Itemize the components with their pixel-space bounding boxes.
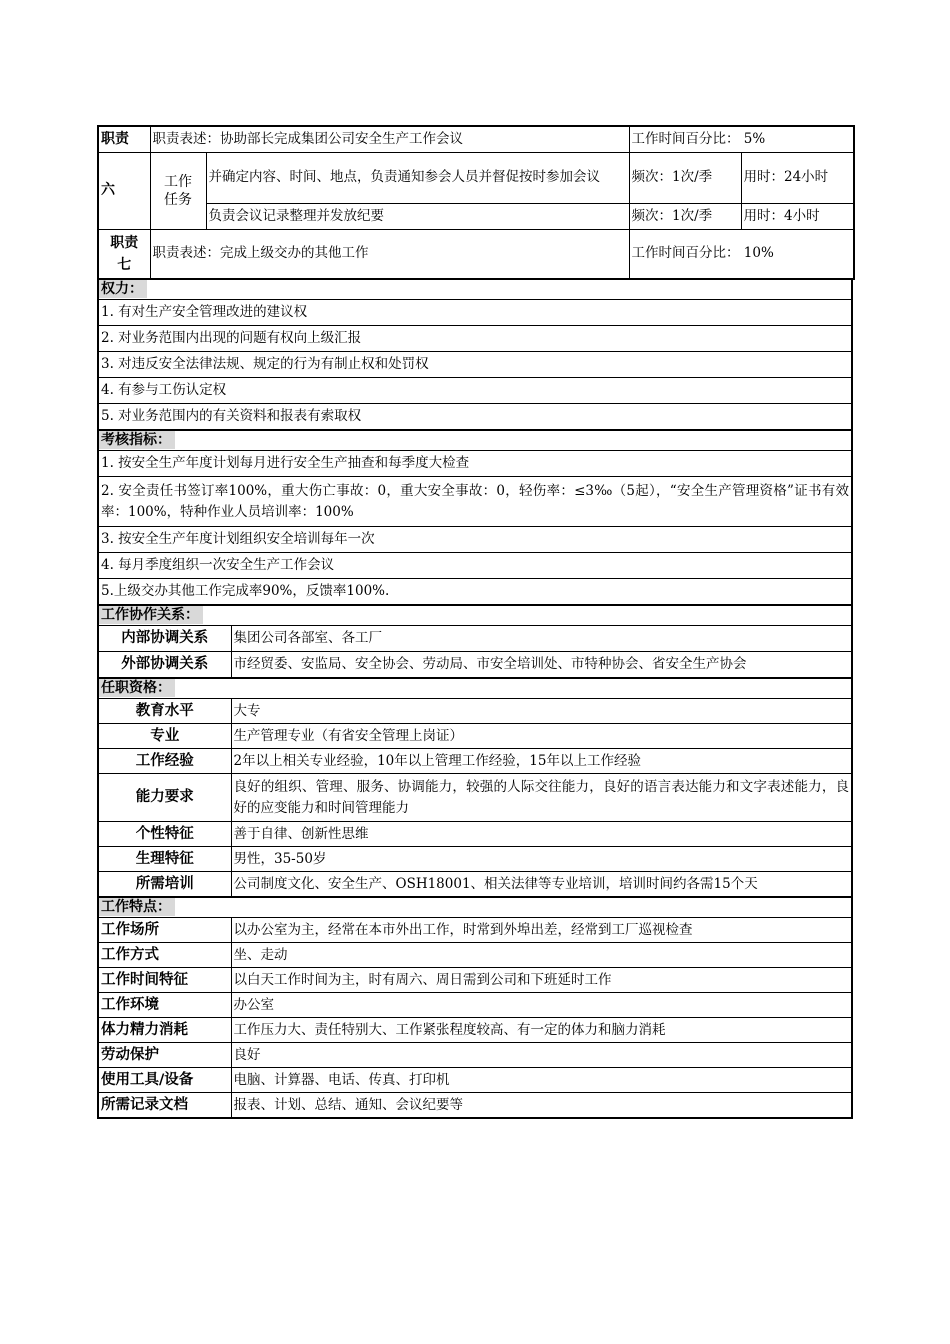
task-text: 负责会议记录整理并发放纪要 — [206, 203, 629, 229]
qualification-label: 个性特征 — [98, 822, 231, 847]
feature-value: 办公室 — [231, 993, 852, 1018]
feature-value: 工作压力大、责任特别大、工作紧张程度较高、有一定的体力和脑力消耗 — [231, 1018, 852, 1043]
qualification-value: 公司制度文化、安全生产、OSH18001、相关法律等专业培训，培训时间约各需15个天 — [231, 872, 852, 898]
qualification-value: 大专 — [231, 699, 852, 724]
relations-table — [97, 604, 853, 679]
duties-table — [97, 125, 855, 280]
task-frequency: 频次：1次/季 — [629, 203, 741, 229]
duty7-description: 职责表述：完成上级交办的其他工作 — [150, 229, 629, 279]
power-item: 2. 对业务范围内出现的问题有权向上级汇报 — [98, 326, 852, 352]
kpi-title: 考核指标： — [99, 431, 175, 449]
feature-value: 以白天工作时间为主，时有周六、周日需到公司和下班延时工作 — [231, 968, 852, 993]
feature-label: 工作场所 — [98, 918, 231, 943]
relations-title: 工作协作关系： — [99, 606, 203, 624]
kpi-item: 1. 按安全生产年度计划每月进行安全生产抽查和每季度大检查 — [98, 451, 852, 477]
feature-value: 坐、走动 — [231, 943, 852, 968]
feature-value: 报表、计划、总结、通知、会议纪要等 — [231, 1093, 852, 1119]
relation-label: 外部协调关系 — [98, 652, 231, 679]
qualification-value: 2年以上相关专业经验，10年以上管理工作经验，15年以上工作经验 — [231, 749, 852, 774]
duty6-time-pct: 工作时间百分比： 5% — [629, 126, 854, 152]
feature-value: 以办公室为主，经常在本市外出工作，时常到外埠出差，经常到工厂巡视检查 — [231, 918, 852, 943]
qualification-value: 良好的组织、管理、服务、协调能力，较强的人际交往能力，良好的语言表达能力和文字表述能力，良好的应变能力和时间管理能力 — [231, 774, 852, 822]
task-hours: 用时：4小时 — [741, 203, 854, 229]
power-item: 4. 有参与工伤认定权 — [98, 378, 852, 404]
feature-label: 体力精力消耗 — [98, 1018, 231, 1043]
task-hours: 用时：24小时 — [741, 152, 854, 203]
features-table — [97, 896, 853, 1119]
feature-value: 电脑、计算器、电话、传真、打印机 — [231, 1068, 852, 1093]
duty6-label-bottom: 六 — [98, 152, 150, 229]
feature-value: 良好 — [231, 1043, 852, 1068]
kpi-item: 2. 安全责任书签订率100%，重大伤亡事故：0，重大安全事故：0，轻伤率：≤3‰（5起），“安全生产管理资格”证书有效率：100%，特种作业人员培训率：100% — [98, 477, 852, 527]
power-item: 1. 有对生产安全管理改进的建议权 — [98, 300, 852, 326]
duty7-time-pct: 工作时间百分比： 10% — [629, 229, 854, 279]
powers-table — [97, 278, 853, 431]
feature-label: 劳动保护 — [98, 1043, 231, 1068]
task-label: 工作任务 — [150, 152, 206, 229]
feature-label: 工作环境 — [98, 993, 231, 1018]
kpi-item: 3. 按安全生产年度计划组织安全培训每年一次 — [98, 527, 852, 553]
feature-label: 工作方式 — [98, 943, 231, 968]
duty7-label: 职责七 — [98, 229, 150, 279]
qualification-label: 生理特征 — [98, 847, 231, 872]
kpi-item: 4. 每月季度组织一次安全生产工作会议 — [98, 553, 852, 579]
feature-label: 工作时间特征 — [98, 968, 231, 993]
qualification-label: 能力要求 — [98, 774, 231, 822]
qualification-label: 所需培训 — [98, 872, 231, 898]
relation-value: 集团公司各部室、各工厂 — [231, 626, 852, 652]
power-item: 3. 对违反安全法律法规、规定的行为有制止权和处罚权 — [98, 352, 852, 378]
relation-value: 市经贸委、安监局、安全协会、劳动局、市安全培训处、市特种协会、省安全生产协会 — [231, 652, 852, 679]
task-text: 并确定内容、时间、地点，负责通知参会人员并督促按时参加会议 — [206, 152, 629, 203]
qualification-value: 男性，35-50岁 — [231, 847, 852, 872]
task-frequency: 频次：1次/季 — [629, 152, 741, 203]
job-description-document — [97, 125, 853, 1119]
duty6-label-top: 职责 — [98, 126, 150, 152]
power-item: 5. 对业务范围内的有关资料和报表有索取权 — [98, 404, 852, 431]
kpi-table — [97, 429, 853, 606]
relation-label: 内部协调关系 — [98, 626, 231, 652]
powers-title: 权力： — [99, 280, 147, 298]
qualification-label: 专业 — [98, 724, 231, 749]
qualifications-title: 任职资格： — [99, 679, 175, 697]
qualification-value: 生产管理专业（有省安全管理上岗证） — [231, 724, 852, 749]
feature-label: 所需记录文档 — [98, 1093, 231, 1119]
features-title: 工作特点： — [99, 898, 175, 916]
kpi-item: 5.上级交办其他工作完成率90%，反馈率100%. — [98, 579, 852, 606]
qualification-value: 善于自律、创新性思维 — [231, 822, 852, 847]
qualifications-table — [97, 677, 853, 898]
qualification-label: 教育水平 — [98, 699, 231, 724]
qualification-label: 工作经验 — [98, 749, 231, 774]
duty6-description: 职责表述：协助部长完成集团公司安全生产工作会议 — [150, 126, 629, 152]
feature-label: 使用工具/设备 — [98, 1068, 231, 1093]
